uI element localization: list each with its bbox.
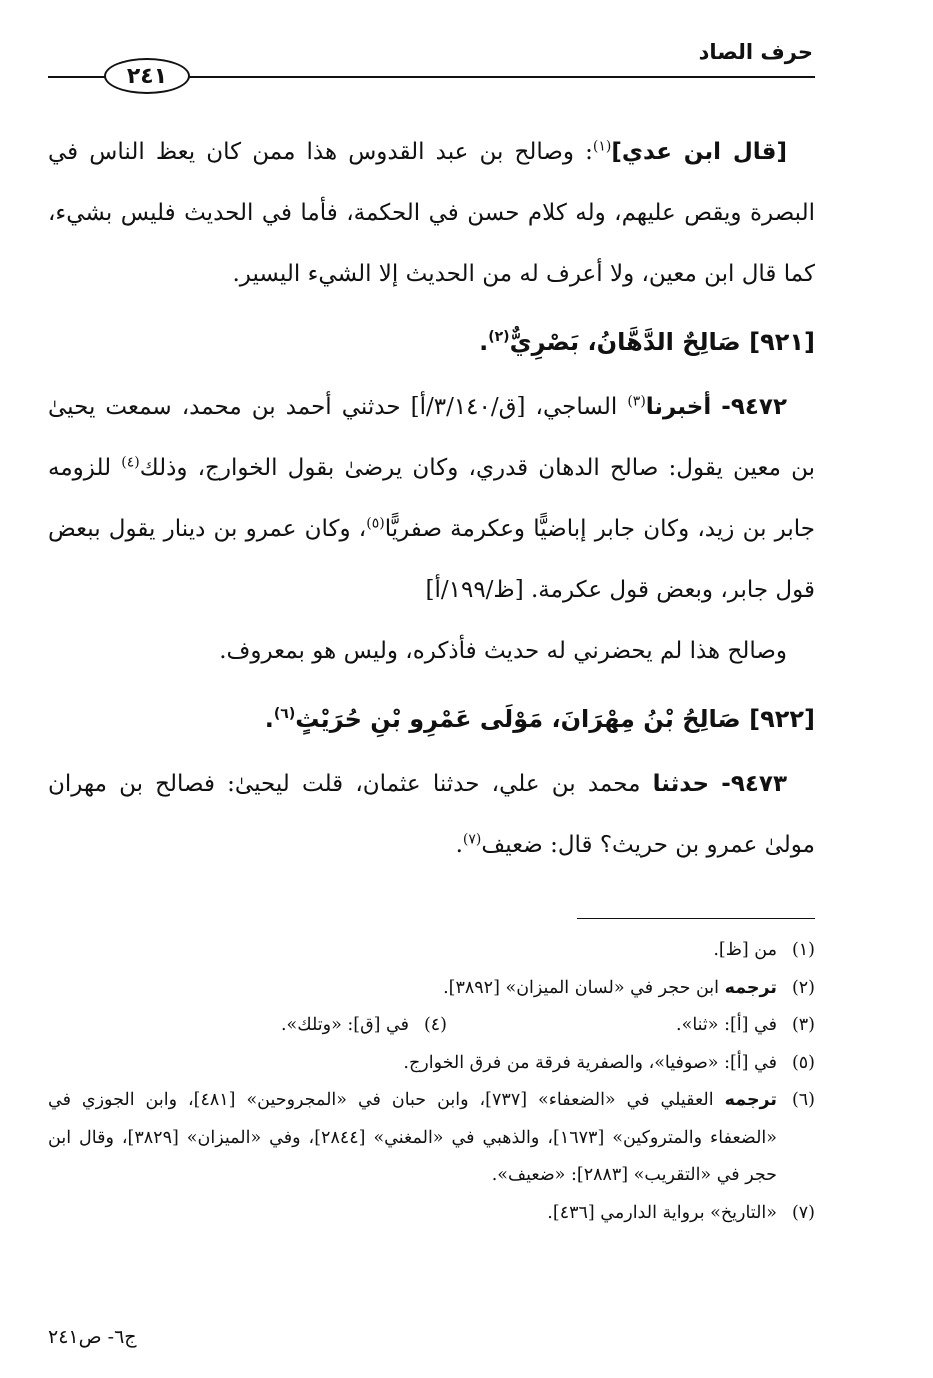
paragraph-9473 <box>48 754 815 876</box>
entry-heading-end: . <box>479 328 489 356</box>
main-text <box>48 122 815 876</box>
paragraph-text: : وصالح بن عبد القدوس هذا ممن كان يعظ الناس في البصرة ويقص عليهم، وله كلام حسن في الحكمة، فأما في الحديث فليس بشيء، كما قال ابن معين، ولا أعرف له من الحديث إلا الشيء اليسير. <box>48 139 815 287</box>
paragraph-end: . <box>455 832 463 858</box>
footnote-2 <box>48 970 815 1008</box>
paragraph-text: للزومه جابر بن زيد، وكان جابر إباضيًّا وعكرمة صفريًّا <box>48 455 815 542</box>
footnote-4 <box>281 1007 447 1045</box>
hadith-number: ٩٤٧٣- <box>721 771 787 797</box>
entry-heading-end: . <box>264 705 274 733</box>
footnote-5 <box>48 1045 815 1083</box>
footnote-ref[interactable]: (٦) <box>273 706 296 722</box>
footnote-pair-3-4 <box>48 1007 815 1045</box>
page-number: ٢٤١ <box>126 63 168 89</box>
footnote-number: (١) <box>791 940 815 960</box>
footnote-text: ابن حجر في «لسان الميزان» [٣٨٩٢]. <box>443 977 725 998</box>
entry-heading-text: [٩٢١] صَالِحٌ الدَّهَّانُ، بَصْرِيٌّ <box>509 328 815 356</box>
page-number-badge <box>104 58 190 94</box>
footnote-number: (٣) <box>791 1015 815 1035</box>
footnote-text: في [أ]: «ثنا». <box>676 1015 777 1035</box>
entry-heading-921 <box>48 311 815 373</box>
footnote-number: (٦) <box>791 1090 815 1110</box>
paragraph-text: ، وكان عمرو بن دينار يقول ببعض قول جابر، وبعض قول عكرمة. [ظ/١٩٩/أ] <box>48 516 815 603</box>
footnote-ref[interactable]: (٧) <box>462 831 482 848</box>
footnote-1 <box>48 932 815 970</box>
footnote-7 <box>48 1195 815 1233</box>
footnote-6 <box>48 1082 815 1195</box>
footnote-number: (٥) <box>791 1052 815 1073</box>
footnote-text: في [ق]: «وتلك». <box>280 1015 409 1035</box>
footnote-ref[interactable]: (٤) <box>121 454 140 471</box>
paragraph-lead: أخبرنا <box>645 394 712 420</box>
footnote-text: «التاريخ» برواية الدارمي [٤٣٦]. <box>547 1202 777 1223</box>
footnotes <box>48 932 815 1232</box>
hadith-number: ٩٤٧٢- <box>721 394 787 420</box>
paragraph-saleh-note <box>48 621 815 682</box>
footnote-separator <box>577 918 815 919</box>
paragraph-lead: [قال ابن عدي] <box>611 139 787 165</box>
footnote-ref[interactable]: (٥) <box>366 515 385 532</box>
volume-page-reference: ج٦- ص٢٤١ <box>48 1326 137 1348</box>
footnote-3 <box>447 1007 815 1045</box>
footnote-ref[interactable]: (١) <box>592 138 612 155</box>
paragraph-lead: حدثنا <box>652 771 710 797</box>
footnote-text: في [أ]: «صوفيا»، والصفرية فرقة من فرق الخوارج. <box>403 1052 777 1073</box>
paragraph-text: الساجي، [ق/٣/١٤٠/أ] حدثني أحمد بن محمد، سمعت يحيىٰ بن معين يقول: صالح الدهان قدري، وكان يرضىٰ بقول الخوارج، وذلك <box>48 394 815 481</box>
footnote-number: (٧) <box>791 1202 815 1223</box>
running-head: حرف الصاد <box>698 40 813 64</box>
paragraph-9472 <box>48 377 815 621</box>
entry-heading-text: [٩٢٢] صَالِحُ بْنُ مِهْرَانَ، مَوْلَى عَمْرِو بْنِ حُرَيْثٍ <box>295 705 815 733</box>
entry-heading-922 <box>48 688 815 750</box>
footnote-label: ترجمه <box>724 977 777 998</box>
footnote-number: (٢) <box>791 977 815 998</box>
paragraph-text: محمد بن علي، حدثنا عثمان، قلت ليحيىٰ: فصالح بن مهران مولىٰ عمرو بن حريث؟ قال: ضعيف <box>48 771 815 858</box>
footnote-text: العقيلي في «الضعفاء» [٧٣٧]، وابن حبان في «المجروحين» [٤٨١]، وابن الجوزي في «الضعفاء والمتروكين» [١٦٧٣]، والذهبي في «المغني» [٢٨٤٤]، وفي «الميزان» [٣٨٢٩]، وقال ابن حجر في «التقريب» [٢٨٨٣]: «ضعيف». <box>48 1090 777 1185</box>
paragraph-text: وصالح هذا لم يحضرني له حديث فأذكره، وليس هو بمعروف. <box>219 638 787 664</box>
footnote-ref[interactable]: (٣) <box>627 393 646 410</box>
footnote-ref[interactable]: (٢) <box>488 329 510 345</box>
footnote-text: من [ظ]. <box>713 940 777 960</box>
footnote-label: ترجمه <box>724 1090 778 1110</box>
footnote-number: (٤) <box>423 1015 447 1035</box>
paragraph-ibn-adi <box>48 122 815 305</box>
